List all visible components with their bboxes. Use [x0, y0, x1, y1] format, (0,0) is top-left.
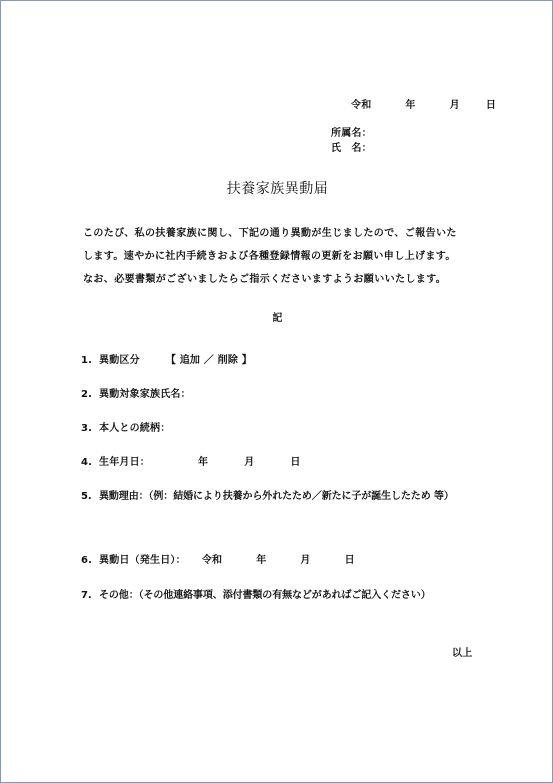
body-line-2: します。速やかに社内手続きおよび各種登録情報の更新をお願い申し上げます。: [83, 251, 456, 262]
item-2-number: 2.: [81, 389, 93, 400]
item-7-label: その他：（その他連絡事項、添付書類の有無などがあればご記入ください）: [99, 590, 431, 601]
item-4-year-unit: 年: [198, 457, 209, 468]
date-year-unit: 年: [405, 100, 416, 111]
item-3-label: 本人との続柄：: [99, 423, 171, 434]
item-6-number: 6.: [81, 555, 93, 566]
affiliation-label: 所属名：: [331, 128, 372, 139]
date-era: 令和: [351, 100, 372, 111]
item-6-year-unit: 年: [256, 555, 267, 566]
item-6-month-unit: 月: [300, 555, 311, 566]
item-3: [81, 419, 170, 434]
item-2: [81, 385, 191, 400]
item-4-day-unit: 日: [290, 457, 301, 468]
ki-heading: 記: [272, 313, 283, 324]
name-label: 氏 名：: [331, 143, 372, 154]
item-5-label: 異動理由：（例：結婚により扶養から外れたため／新たに子が誕生したため 等）: [99, 491, 454, 502]
item-4-label: 生年月日：: [99, 457, 150, 468]
item-1-value: 【 追加 ／ 削除 】: [165, 355, 252, 366]
date-day-unit: 日: [485, 100, 497, 111]
date-line: [351, 96, 496, 111]
item-5: [81, 487, 454, 502]
date-month-unit: 月: [449, 100, 460, 111]
body-line-3: なお、必要書類がございましたらご指示くださいますようお願いいたします。: [83, 274, 447, 285]
item-6: [81, 551, 355, 566]
item-6-day-unit: 日: [344, 555, 355, 566]
item-1: [81, 351, 252, 366]
item-1-number: 1.: [81, 355, 93, 366]
item-3-number: 3.: [81, 423, 93, 434]
document-title: 扶養家族異動届: [226, 181, 329, 197]
closing-text: 以上: [452, 648, 473, 659]
item-6-era: 令和: [201, 555, 223, 566]
item-6-label: 異動日（発生日）：: [99, 555, 186, 566]
item-7: [81, 586, 431, 601]
item-2-label: 異動対象家族氏名：: [99, 389, 191, 400]
item-4-month-unit: 月: [244, 457, 255, 468]
item-5-number: 5.: [81, 491, 92, 502]
item-4: [81, 453, 301, 468]
item-4-number: 4.: [81, 457, 93, 468]
body-line-1: このたび、私の扶養家族に関し、下記の通り異動が生じましたので、ご報告いた: [83, 228, 457, 239]
item-7-number: 7.: [81, 590, 92, 601]
item-1-label: 異動区分: [99, 355, 140, 366]
